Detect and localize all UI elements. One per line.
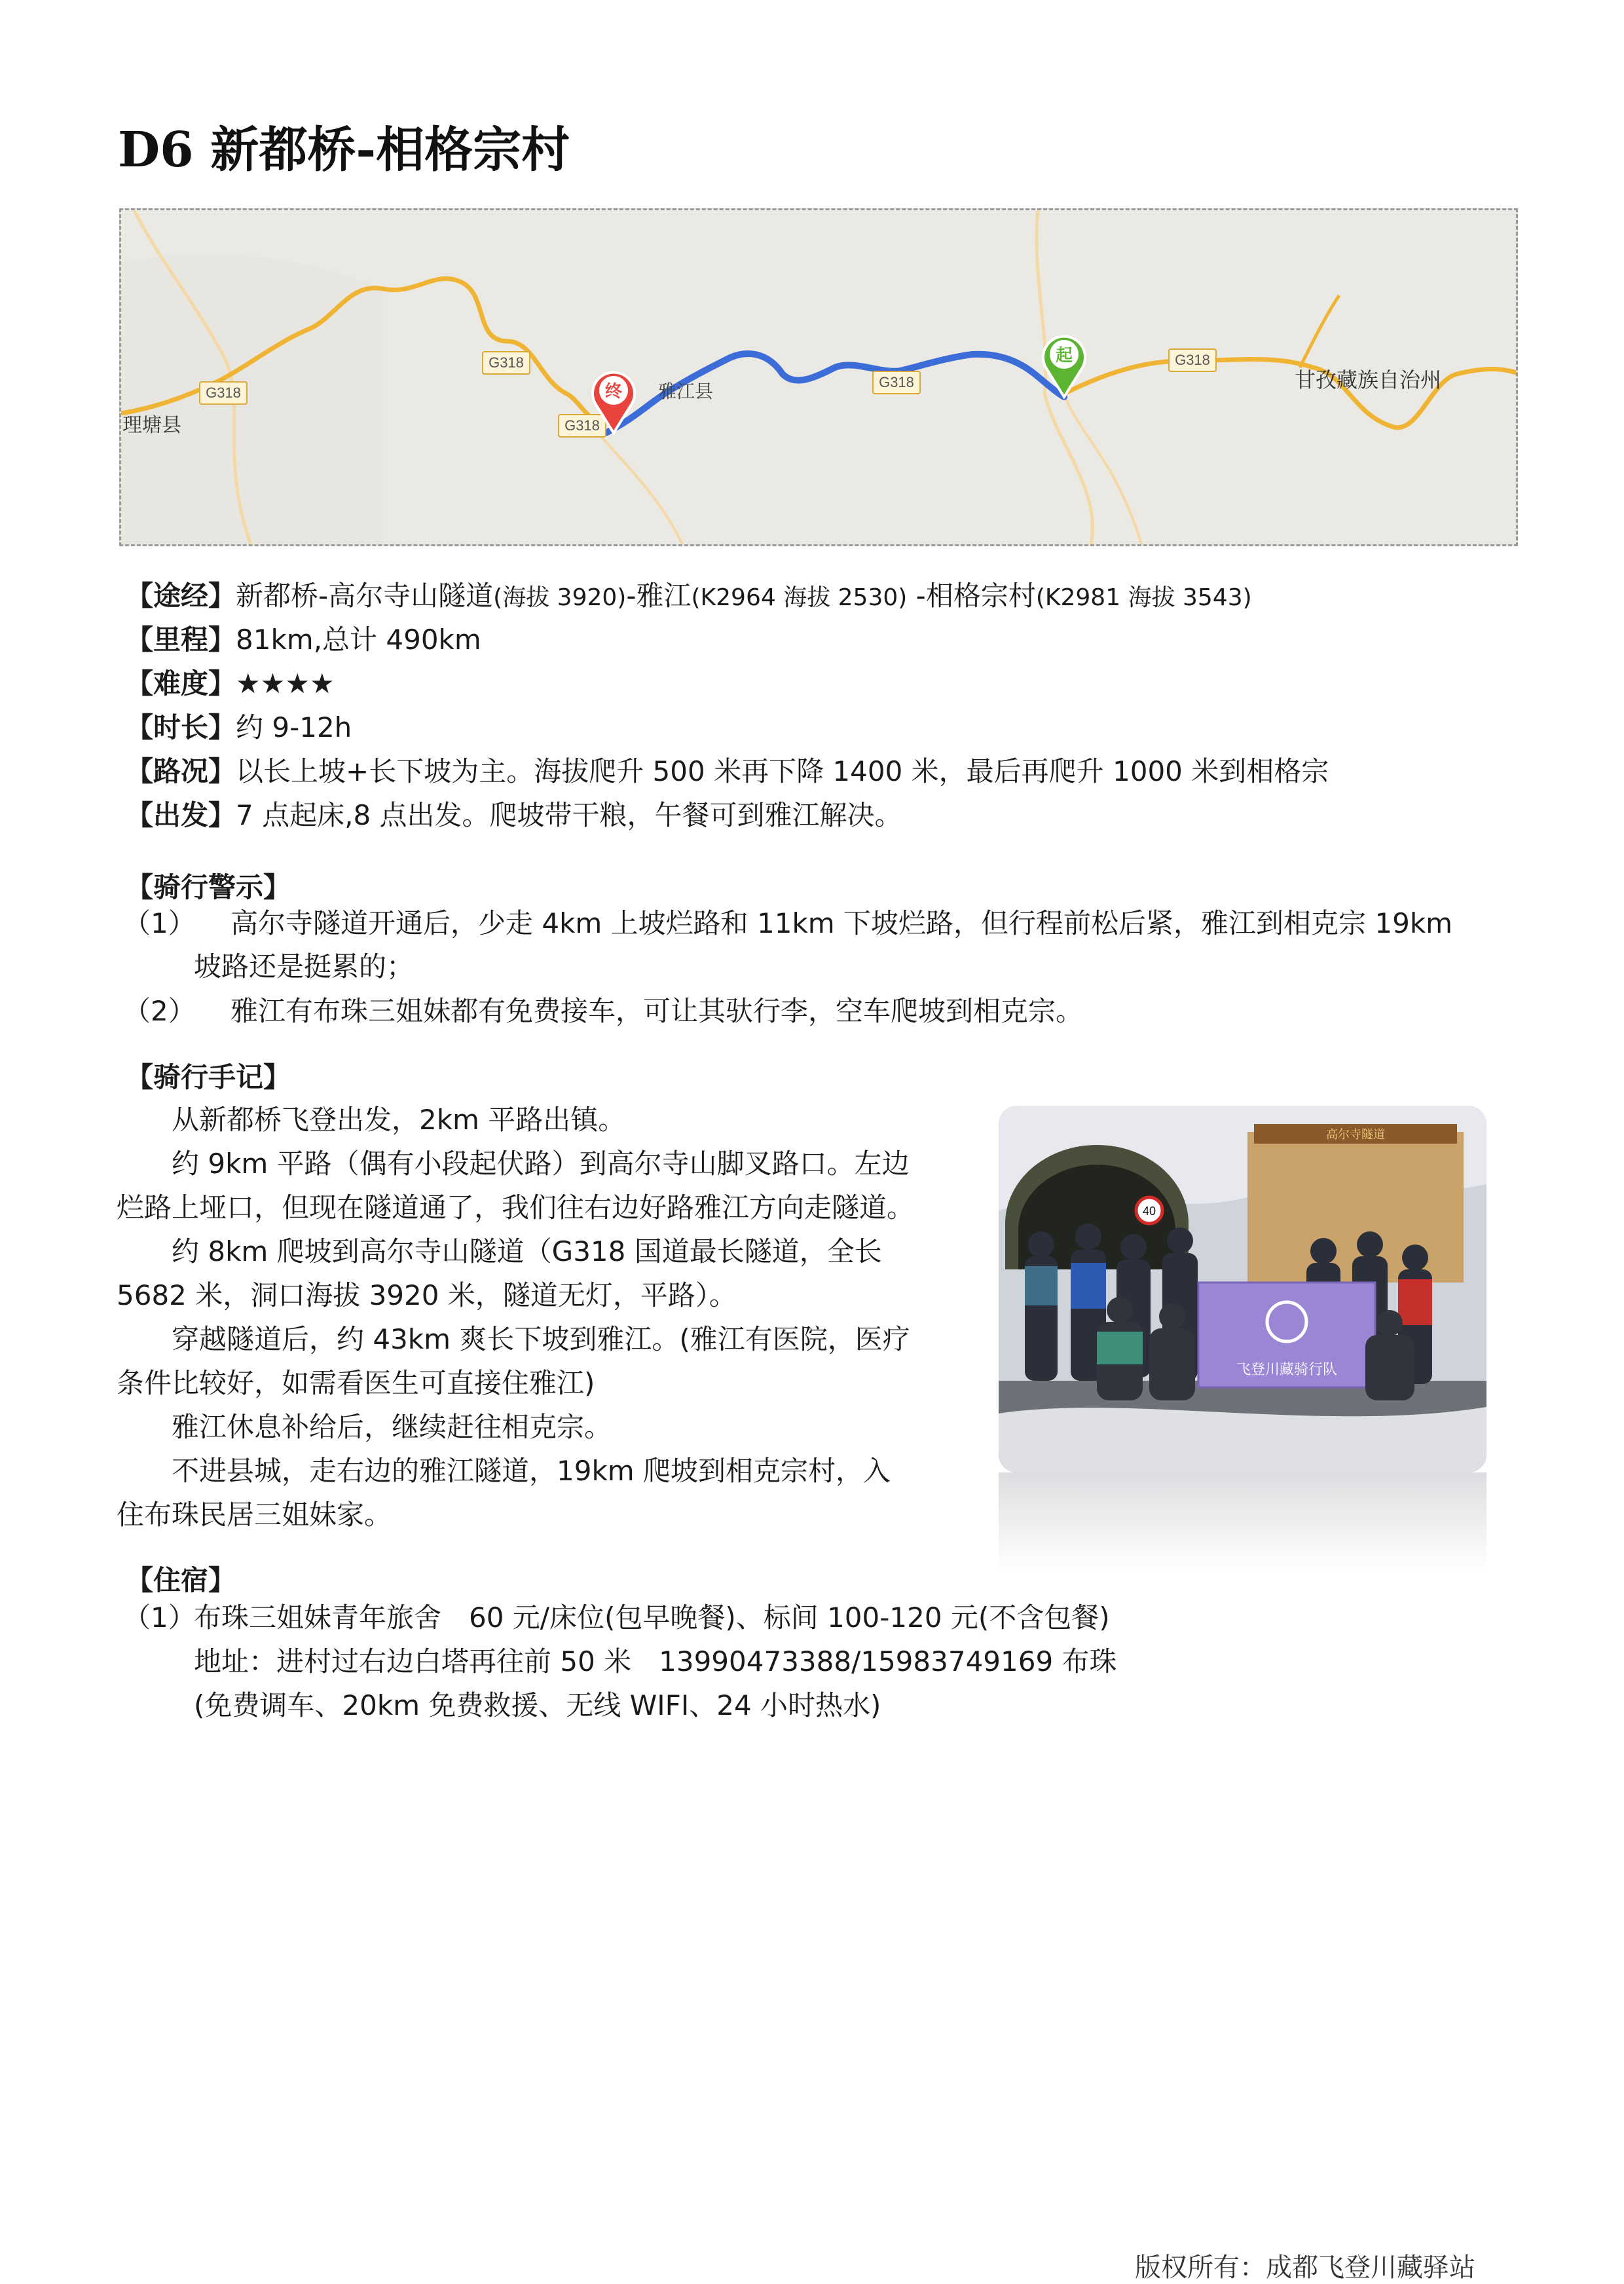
difficulty-stars: ★★★★ — [236, 667, 335, 700]
svg-text:起: 起 — [1055, 346, 1073, 365]
notes-line: 5682 米，洞口海拔 3920 米，隧道无灯，平路）。 — [117, 1279, 737, 1311]
road-label: 【路况】 — [126, 755, 236, 787]
svg-text:G318: G318 — [564, 417, 600, 434]
group-photo — [999, 1106, 1486, 1472]
svg-text:G318: G318 — [879, 374, 914, 390]
notes-line: 条件比较好，如需看医生可直接住雅江) — [117, 1367, 595, 1399]
route-altitude: (海拔 3920) — [493, 584, 627, 611]
warning-number: （1） — [123, 907, 196, 939]
notes-line: 住布珠民居三姐妹家。 — [117, 1499, 392, 1531]
svg-text:G318: G318 — [206, 384, 241, 401]
info-depart-row — [126, 793, 1329, 837]
duration-label: 【时长】 — [126, 711, 236, 743]
duration-value: 约 9-12h — [236, 711, 352, 743]
g318-shield — [873, 371, 920, 394]
warning-number: （2） — [123, 995, 196, 1027]
info-route-row — [126, 574, 1329, 618]
riding-notes — [117, 1098, 968, 1537]
route-altitude: (K2981 海拔 3543) — [1035, 584, 1252, 611]
route-info — [126, 574, 1329, 837]
notes-line: 穿越隧道后，约 43km 爽长下坡到雅江。(雅江有医院，医疗 — [117, 1323, 910, 1355]
distance-label: 【里程】 — [126, 624, 236, 656]
depart-value: 7 点起床,8 点出发。爬坡带干粮，午餐可到雅江解决。 — [236, 799, 902, 831]
lodging-address: 地址：进村过右边白塔再往前 50 米 13990473388/15983749169 布珠 — [194, 1645, 1117, 1677]
route-text: -雅江 — [626, 580, 692, 612]
tunnel-sign: 高尔寺隧道 — [1326, 1128, 1385, 1142]
banner-text: 飞登川藏骑行队 — [1236, 1362, 1338, 1378]
info-distance-row — [126, 618, 1329, 662]
route-text: 新都桥-高尔寺山隧道 — [236, 580, 494, 612]
photo-reflection — [999, 1472, 1486, 1571]
notes-line: 烂路上垭口，但现在隧道通了，我们往右边好路雅江方向走隧道。 — [117, 1191, 915, 1224]
svg-text:终: 终 — [604, 382, 623, 402]
speed-sign: 40 — [1142, 1205, 1156, 1218]
route-altitude: (K2964 海拔 2530) — [691, 584, 908, 611]
warning-text: 高尔寺隧道开通后，少走 4km 上坡烂路和 11km 下坡烂路，但行程前松后紧，雅江到相克宗 19km — [231, 907, 1453, 939]
route-text: -相格宗村 — [907, 580, 1036, 612]
notes-line: 不进县城，走右边的雅江隧道，19km 爬坡到相克宗村，入 — [117, 1455, 891, 1487]
notes-heading: 【骑行手记】 — [126, 1061, 291, 1093]
notes-line: 约 8km 爬坡到高尔寺山隧道（G318 国道最长隧道，全长 — [117, 1235, 882, 1267]
distance-value: 81km,总计 490km — [236, 624, 481, 656]
place-label-litang: 理塘县 — [122, 414, 181, 437]
warning-text: 雅江有布珠三姐妹都有免费接车，可让其驮行李，空车爬坡到相克宗。 — [231, 995, 1084, 1027]
g318-shield — [200, 382, 247, 404]
road-value: 以长上坡+长下坡为主。海拔爬升 500 米再下降 1400 米，最后再爬升 1000 米到相格宗 — [236, 755, 1329, 787]
route-map[interactable] — [119, 208, 1518, 546]
copyright-footer: 版权所有：成都飞登川藏驿站 — [1135, 2253, 1475, 2283]
g318-shield — [483, 352, 530, 374]
svg-text:G318: G318 — [1175, 352, 1210, 368]
map-canvas — [121, 210, 1518, 546]
warning-text: 坡路还是挺累的； — [194, 950, 415, 983]
notes-line: 雅江休息补给后，继续赶往相克宗。 — [117, 1411, 612, 1443]
g318-shield — [559, 415, 606, 437]
lodging-services: (免费调车、20km 免费救援、无线 WIFI、24 小时热水) — [194, 1689, 881, 1721]
svg-text:G318: G318 — [489, 354, 524, 371]
page-title: D6 新都桥-相格宗村 — [118, 122, 570, 178]
route-label: 【途经】 — [126, 580, 236, 612]
warnings-heading: 【骑行警示】 — [126, 871, 291, 903]
notes-line: 从新都桥飞登出发，2km 平路出镇。 — [117, 1104, 626, 1136]
g318-shield — [1169, 349, 1216, 371]
place-label-yajiang: 雅江县 — [658, 381, 714, 402]
info-difficulty-row — [126, 662, 1329, 705]
difficulty-label: 【难度】 — [126, 667, 236, 700]
place-label-ganzi: 甘孜藏族自治州 — [1295, 367, 1442, 392]
info-duration-row — [126, 705, 1329, 749]
notes-line: 约 9km 平路（偶有小段起伏路）到高尔寺山脚叉路口。左边 — [117, 1148, 910, 1180]
lodging-info: 布珠三姐妹青年旅舍 60 元/床位(包早晚餐)、标间 100-120 元(不含包餐) — [194, 1601, 1110, 1634]
depart-label: 【出发】 — [126, 799, 236, 831]
lodging-number: （1） — [123, 1601, 196, 1634]
lodging-heading: 【住宿】 — [126, 1564, 236, 1596]
info-road-row — [126, 749, 1329, 793]
